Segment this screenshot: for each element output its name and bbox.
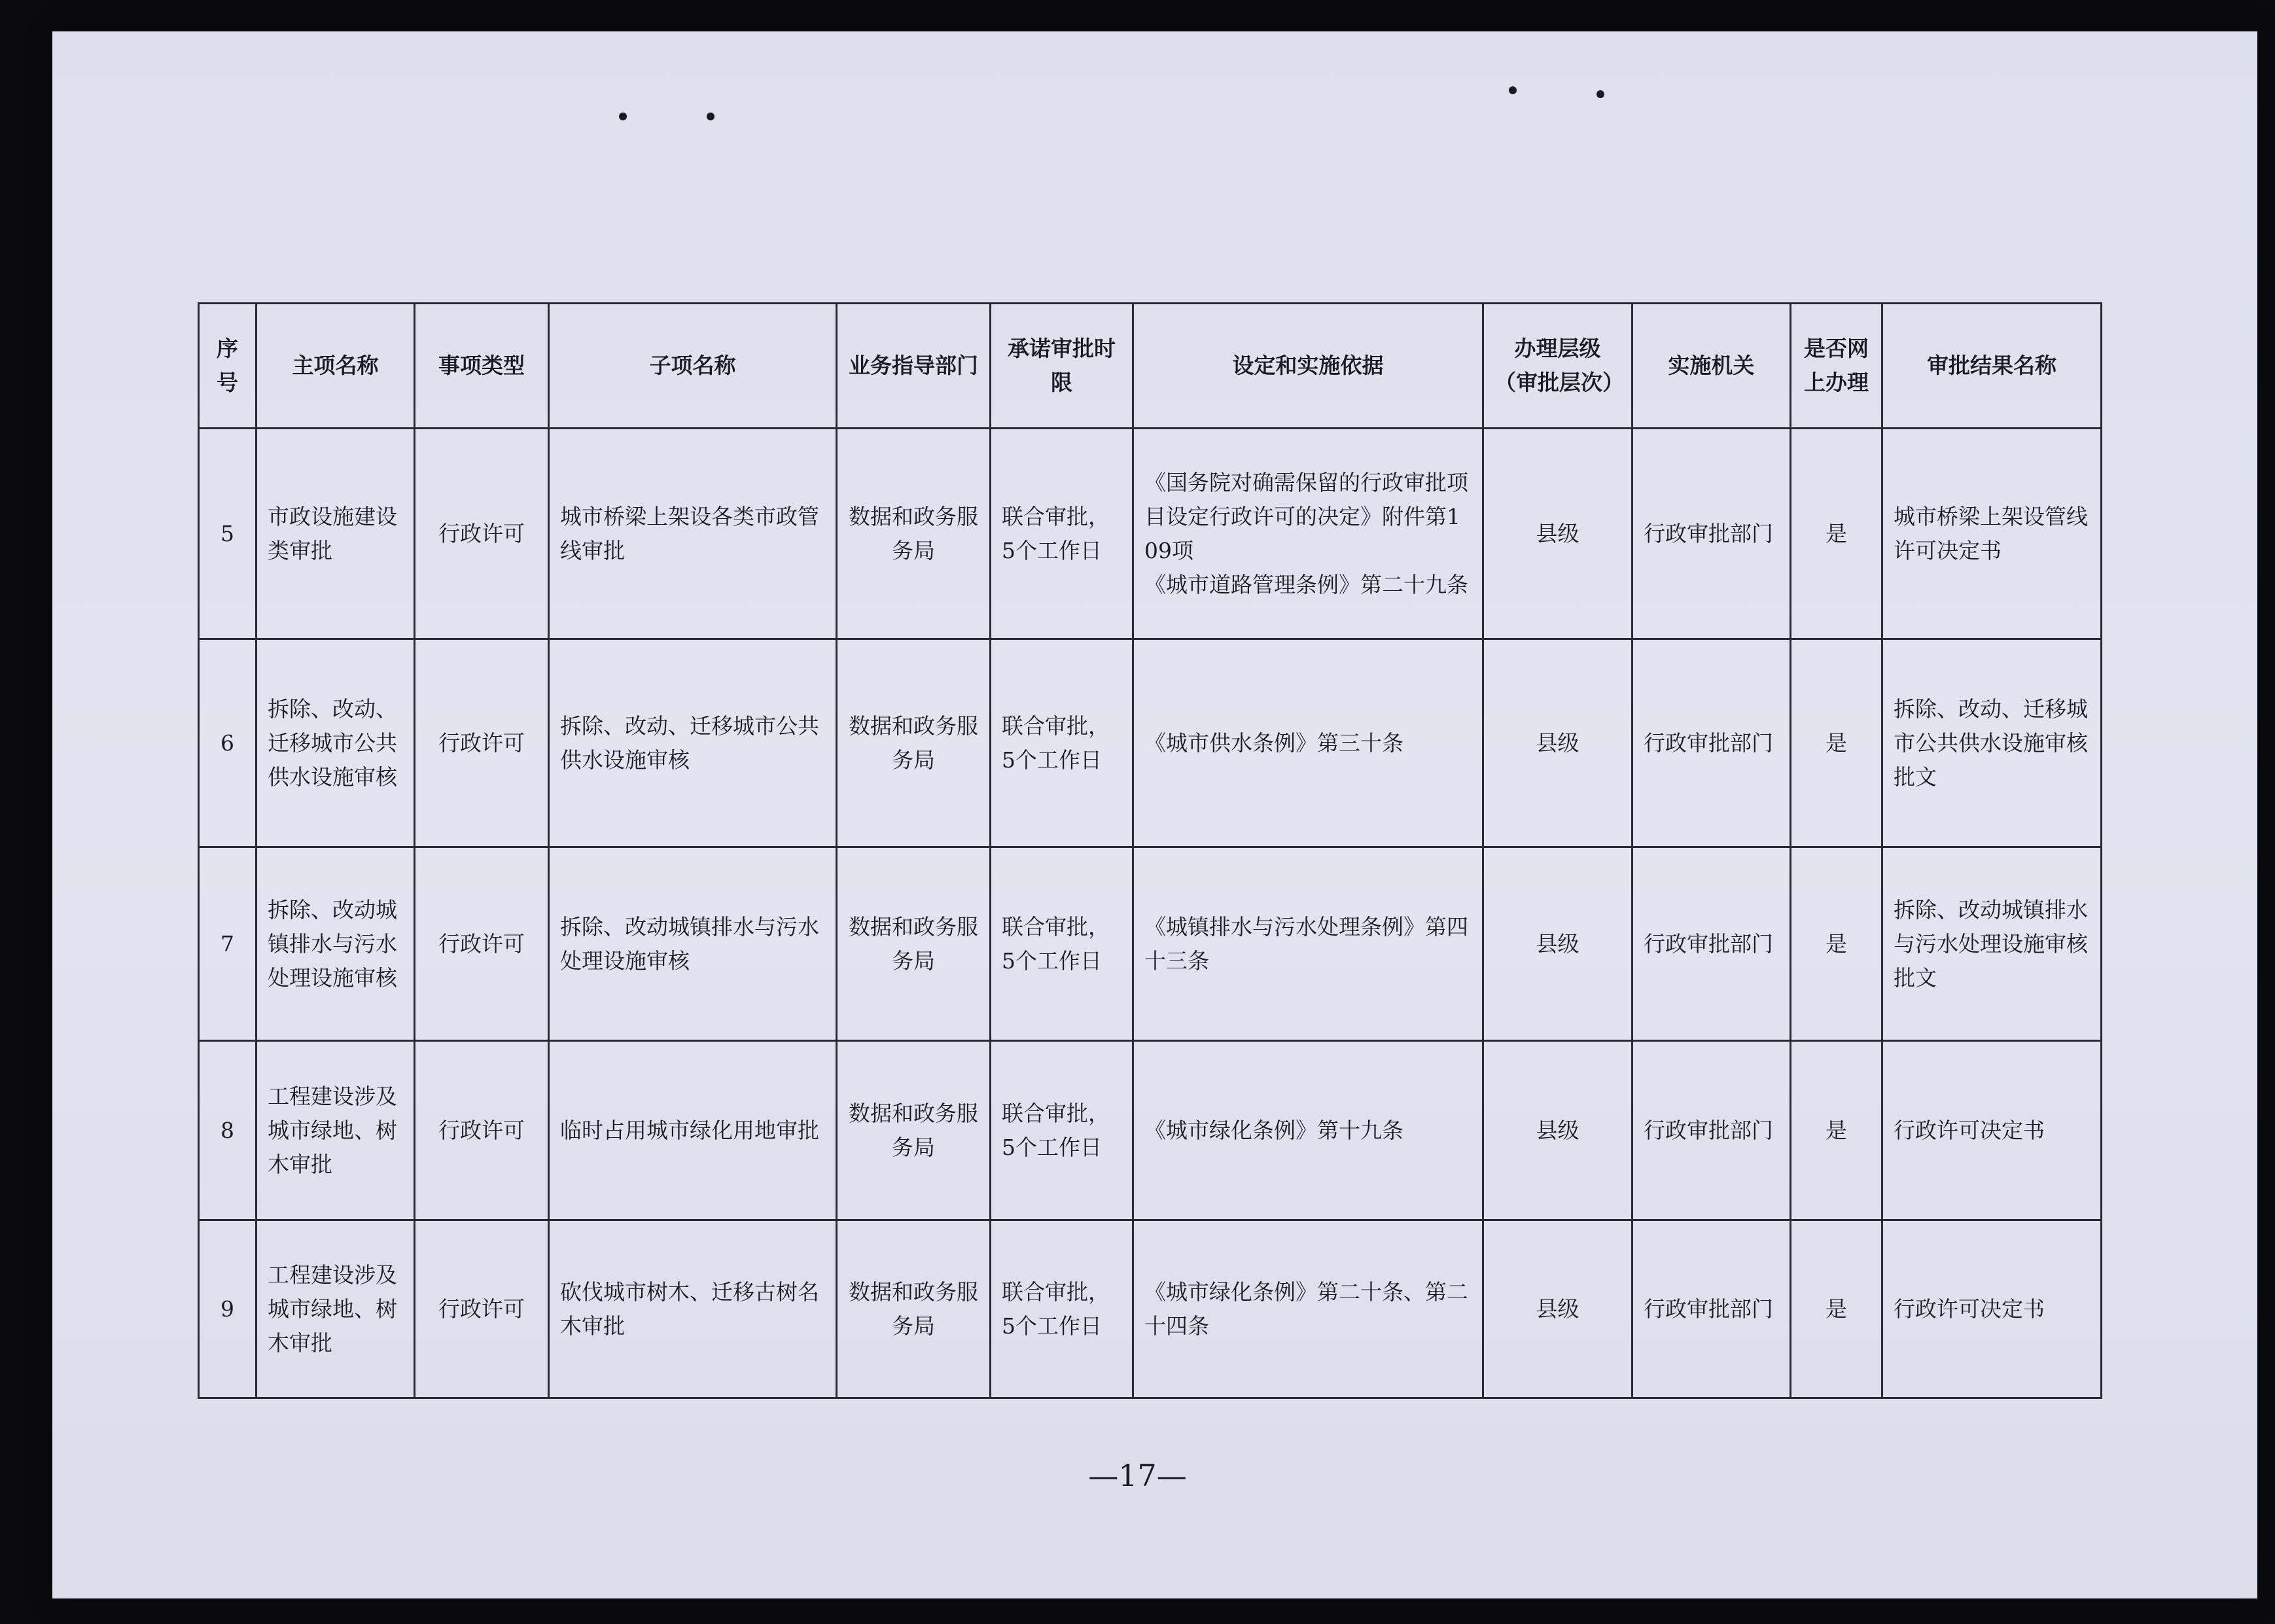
cell-level: 县级: [1483, 639, 1632, 847]
cell-agency: 行政审批部门: [1632, 639, 1791, 847]
cell-sub-name: 拆除、改动、迁移城市公共供水设施审核: [549, 639, 837, 847]
cell-seq: 9: [199, 1220, 256, 1398]
cell-level: 县级: [1483, 1220, 1632, 1398]
cell-result: 行政许可决定书: [1882, 1041, 2102, 1220]
cell-level: 县级: [1483, 1041, 1632, 1220]
cell-type: 行政许可: [415, 429, 549, 639]
cell-main-name: 拆除、改动城镇排水与污水处理设施审核: [256, 847, 415, 1041]
header-type: 事项类型: [415, 304, 549, 429]
table-row: [199, 639, 2102, 847]
header-agency: 实施机关: [1632, 304, 1791, 429]
cell-basis: 《城市绿化条例》第十九条: [1133, 1041, 1483, 1220]
cell-agency: 行政审批部门: [1632, 429, 1791, 639]
page-number: —17—: [1088, 1458, 1187, 1493]
cell-type: 行政许可: [415, 1041, 549, 1220]
cell-online: 是: [1791, 1220, 1882, 1398]
punch-hole: [619, 113, 627, 120]
cell-level: 县级: [1483, 429, 1632, 639]
cell-agency: 行政审批部门: [1632, 1041, 1791, 1220]
header-sub-name: 子项名称: [549, 304, 837, 429]
cell-type: 行政许可: [415, 639, 549, 847]
header-main-name: 主项名称: [256, 304, 415, 429]
cell-agency: 行政审批部门: [1632, 847, 1791, 1041]
header-seq: 序号: [199, 304, 256, 429]
cell-sub-name: 城市桥梁上架设各类市政管线审批: [549, 429, 837, 639]
cell-dept: 数据和政务服务局: [837, 847, 991, 1041]
cell-dept: 数据和政务服务局: [837, 639, 991, 847]
punch-hole: [707, 113, 714, 120]
cell-online: 是: [1791, 639, 1882, 847]
cell-result: 城市桥梁上架设管线许可决定书: [1882, 429, 2102, 639]
approval-items-table: [198, 302, 2102, 1399]
cell-main-name: 工程建设涉及城市绿地、树木审批: [256, 1041, 415, 1220]
table-header-row: [199, 304, 2102, 429]
header-online: 是否网上办理: [1791, 304, 1882, 429]
cell-online: 是: [1791, 1041, 1882, 1220]
punch-hole: [1596, 90, 1604, 98]
cell-online: 是: [1791, 429, 1882, 639]
header-level: 办理层级（审批层次）: [1483, 304, 1632, 429]
cell-dept: 数据和政务服务局: [837, 1220, 991, 1398]
table-row: [199, 1041, 2102, 1220]
cell-basis: 《城镇排水与污水处理条例》第四十三条: [1133, 847, 1483, 1041]
cell-result: 拆除、改动、迁移城市公共供水设施审核批文: [1882, 639, 2102, 847]
cell-seq: 5: [199, 429, 256, 639]
cell-sub-name: 拆除、改动城镇排水与污水处理设施审核: [549, 847, 837, 1041]
cell-online: 是: [1791, 847, 1882, 1041]
cell-seq: 7: [199, 847, 256, 1041]
cell-level: 县级: [1483, 847, 1632, 1041]
cell-seq: 6: [199, 639, 256, 847]
cell-result: 拆除、改动城镇排水与污水处理设施审核批文: [1882, 847, 2102, 1041]
cell-basis: 《国务院对确需保留的行政审批项目设定行政许可的决定》附件第109项 《城市道路管理条例》第二十九条: [1133, 429, 1483, 639]
cell-time-limit: 联合审批，5个工作日: [991, 639, 1133, 847]
cell-dept: 数据和政务服务局: [837, 1041, 991, 1220]
table-row: [199, 1220, 2102, 1398]
cell-main-name: 拆除、改动、迁移城市公共供水设施审核: [256, 639, 415, 847]
cell-time-limit: 联合审批，5个工作日: [991, 1041, 1133, 1220]
header-result: 审批结果名称: [1882, 304, 2102, 429]
cell-main-name: 市政设施建设类审批: [256, 429, 415, 639]
cell-dept: 数据和政务服务局: [837, 429, 991, 639]
cell-basis: 《城市供水条例》第三十条: [1133, 639, 1483, 847]
cell-time-limit: 联合审批，5个工作日: [991, 847, 1133, 1041]
cell-agency: 行政审批部门: [1632, 1220, 1791, 1398]
cell-time-limit: 联合审批，5个工作日: [991, 429, 1133, 639]
table-row: [199, 429, 2102, 639]
cell-type: 行政许可: [415, 847, 549, 1041]
cell-main-name: 工程建设涉及城市绿地、树木审批: [256, 1220, 415, 1398]
cell-seq: 8: [199, 1041, 256, 1220]
cell-time-limit: 联合审批，5个工作日: [991, 1220, 1133, 1398]
cell-basis: 《城市绿化条例》第二十条、第二十四条: [1133, 1220, 1483, 1398]
header-time-limit: 承诺审批时限: [991, 304, 1133, 429]
table-row: [199, 847, 2102, 1041]
cell-result: 行政许可决定书: [1882, 1220, 2102, 1398]
punch-hole: [1509, 86, 1517, 94]
cell-sub-name: 临时占用城市绿化用地审批: [549, 1041, 837, 1220]
cell-type: 行政许可: [415, 1220, 549, 1398]
header-dept: 业务指导部门: [837, 304, 991, 429]
cell-sub-name: 砍伐城市树木、迁移古树名木审批: [549, 1220, 837, 1398]
header-basis: 设定和实施依据: [1133, 304, 1483, 429]
